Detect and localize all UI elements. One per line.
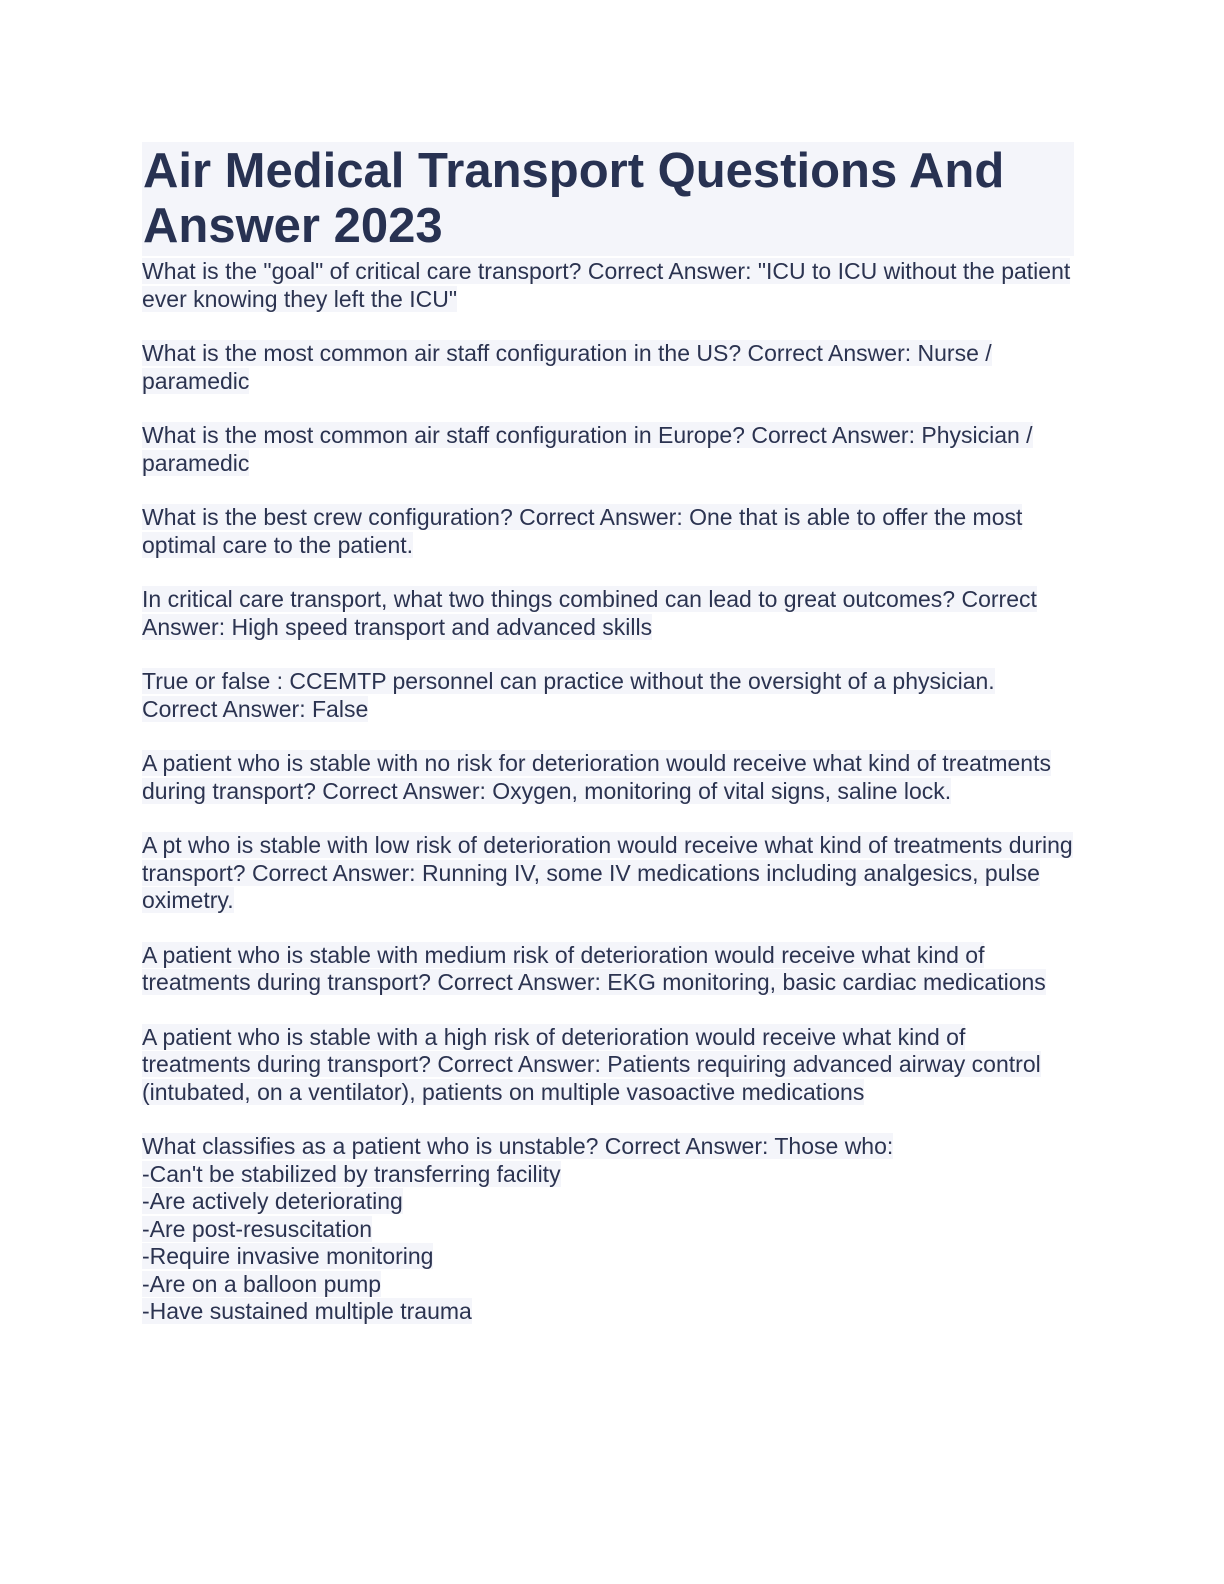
- list-item: [142, 1216, 1074, 1244]
- list-item-text: -Require invasive monitoring: [142, 1243, 434, 1269]
- qa-item: [142, 668, 1074, 723]
- unstable-criteria-list: [142, 1161, 1074, 1326]
- qa-text: A patient who is stable with medium risk of deterioration would receive what kind of treatments during transport? Correct Answer: EKG monitoring, basic cardiac medications: [142, 941, 1046, 995]
- list-item: [142, 1161, 1074, 1189]
- qa-item: [142, 750, 1074, 805]
- list-item: [142, 1188, 1074, 1216]
- list-item-text: -Are post-resuscitation: [142, 1215, 373, 1242]
- qa-item: [142, 340, 1074, 395]
- list-item-text: -Can't be stabilized by transferring facility: [142, 1160, 561, 1187]
- qa-text: What classifies as a patient who is unstable? Correct Answer: Those who:: [142, 1133, 894, 1159]
- list-item-text: -Have sustained multiple trauma: [142, 1298, 472, 1324]
- qa-text: In critical care transport, what two things combined can lead to great outcomes? Correct Answer: High speed transport and advanced skills: [142, 586, 1037, 640]
- qa-text: True or false : CCEMTP personnel can practice without the oversight of a physician. Correct Answer: False: [142, 668, 995, 722]
- qa-text: What is the most common air staff configuration in the US? Correct Answer: Nurse / paramedic: [142, 340, 992, 394]
- list-item: [142, 1271, 1074, 1299]
- qa-text: What is the most common air staff configuration in Europe? Correct Answer: Physician / paramedic: [142, 422, 1033, 476]
- qa-item: [142, 1024, 1074, 1107]
- qa-text: What is the "goal" of critical care transport? Correct Answer: "ICU to ICU without the patient ever knowing they left the ICU": [142, 258, 1071, 312]
- qa-item: [142, 942, 1074, 997]
- qa-item-unstable: [142, 1133, 1074, 1326]
- list-item-text: -Are on a balloon pump: [142, 1270, 382, 1297]
- qa-item: [142, 504, 1074, 559]
- qa-text: A patient who is stable with no risk for deterioration would receive what kind of treatments during transport? Correct Answer: Oxygen, monitoring of vital signs, saline lock.: [142, 750, 1051, 804]
- qa-text: What is the best crew configuration? Correct Answer: One that is able to offer the most optimal care to the patient.: [142, 504, 1023, 558]
- title-block: [142, 142, 1074, 256]
- list-item: [142, 1298, 1074, 1326]
- qa-text: A pt who is stable with low risk of deterioration would receive what kind of treatments during transport? Correct Answer: Running IV, some IV medications including analgesics, pulse oximetry.: [142, 832, 1073, 913]
- qa-text: A patient who is stable with a high risk of deterioration would receive what kind of treatments during transport? Correct Answer: Patients requiring advanced airway control (intubated, on a ventilator), patients on multiple vasoactive medications: [142, 1023, 1041, 1105]
- qa-item: [142, 832, 1074, 915]
- qa-list: [142, 258, 1074, 1326]
- qa-item: [142, 258, 1074, 313]
- qa-item: [142, 422, 1074, 477]
- document-body: [142, 142, 1074, 1353]
- list-item: [142, 1243, 1074, 1271]
- qa-item: [142, 586, 1074, 641]
- list-item-text: -Are actively deteriorating: [142, 1188, 403, 1214]
- document-title: Air Medical Transport Questions And Answer 2023: [143, 144, 1005, 253]
